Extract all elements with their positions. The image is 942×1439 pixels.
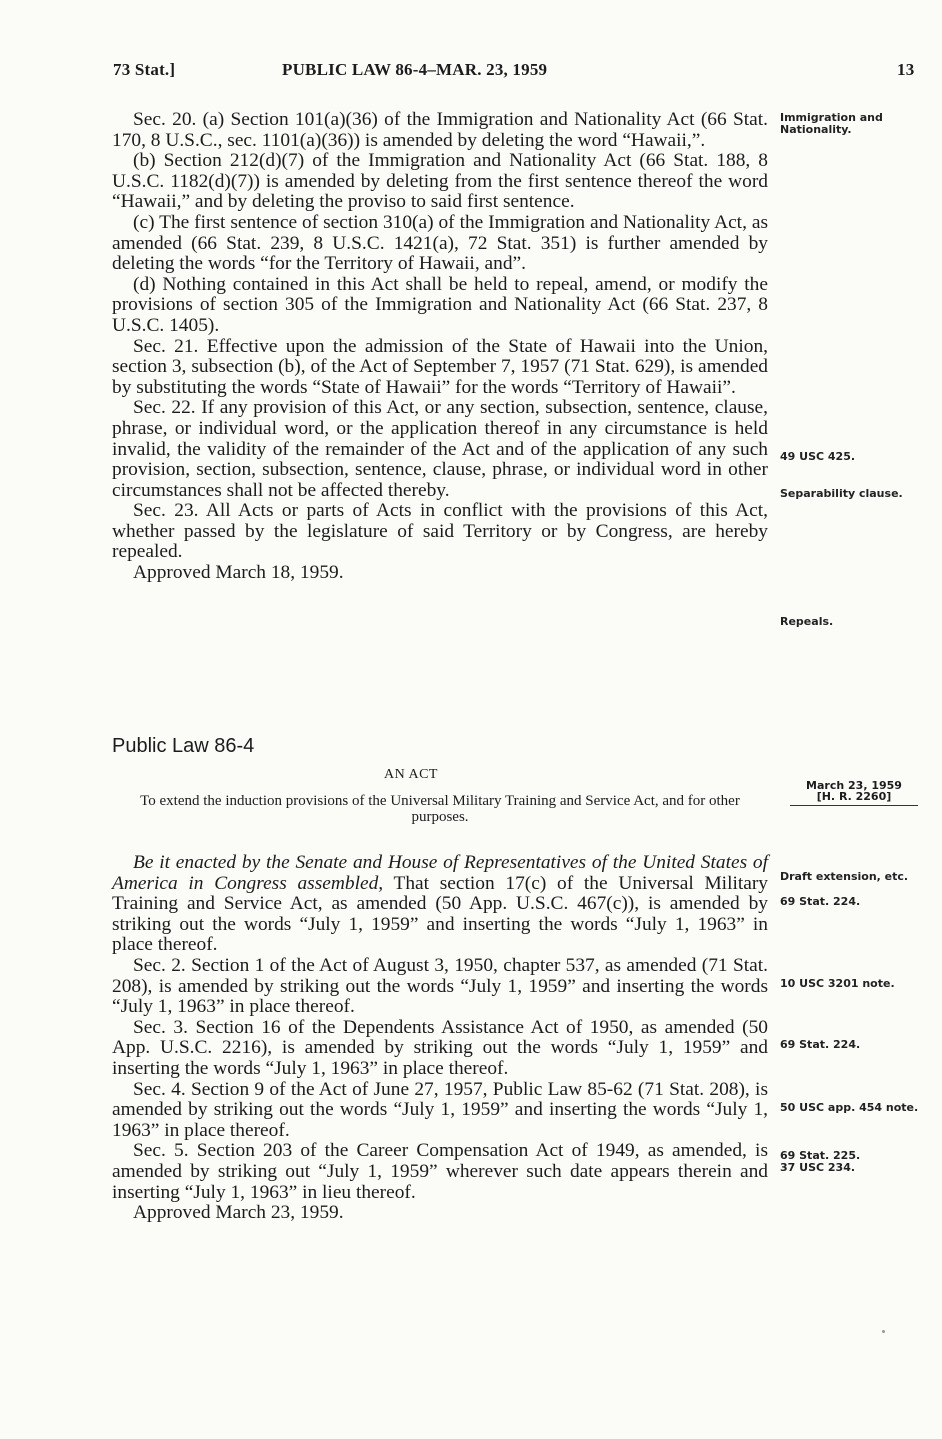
section-text: Section 9 of the Act of June 27, 1957, Public Law 85-62 (71 Stat. 208), is amended by striking out the words “July 1, 1959” and inserting the words “July 1, 1963” in place thereof. [112,1078,768,1141]
section-text: Section 1 of the Act of August 3, 1950, chapter 537, as amended (71 Stat. 208), is amended by striking out the words “July 1, 1959” and inserting the words “July 1, 1963” in place thereof. [112,954,768,1018]
section-head: Sec. 3. [133,1016,188,1038]
section-head: Sec. 21. [133,335,199,357]
page-speck [882,1330,885,1333]
section-20-b: (b) Section 212(d)(7) of the Immigration and Nationality Act (66 Stat. 188, 8 U.S.C. 1182(d)(7)) is amended by deleting from the first sentence thereof the word “Hawaii,” and by deleting the proviso to said first sentence. [112,150,768,213]
margin-note-69-stat-224: 69 Stat. 224. [780,895,861,908]
margin-note-repeals: Repeals. [780,615,834,628]
section-text: Section 16 of the Dependents Assistance Act of 1950, as amended (50 App. U.S.C. 2216), is amended by striking out the words “July 1, 1959” and inserting the words “July 1, 1963” in place thereof. [112,1016,768,1079]
enacting-clause [112,853,768,956]
approved-date-2: Approved March 23, 1959. [133,1202,344,1224]
sec-5 [112,1141,768,1203]
section-20-a [112,110,768,151]
date-note-rule [790,805,918,806]
section-23 [112,501,768,563]
section-21 [112,337,768,399]
margin-note-50-usc-454: 50 USC app. 454 note. [780,1101,919,1114]
section-text: Effective upon the admission of the State of Hawaii into the Union, section 3, subsection (b), of the Act of September 7, 1957 (71 Stat. 629), is amended by substituting the words “State of Hawaii” for the words “Territory of Hawaii”. [112,335,768,398]
sec-2 [112,956,768,1018]
section-text: Section 203 of the Career Compensation Act of 1949, as amended, is amended by striking out “July 1, 1959” wherever such date appears therein and inserting “July 1, 1963” in lieu thereof. [112,1140,768,1203]
enacting-formula: Be it enacted by the Senate and House of Representatives of the United States of America in Congress assembled, [112,852,768,894]
section-text: That section 17(c) of the Universal Military Training and Service Act, as amended (50 App. U.S.C. 467(c)), is amended by striking out the words “July 1, 1959” and inserting the words “July 1, 1963” in place thereof. [112,872,768,956]
section-20-c: (c) The first sentence of section 310(a) of the Immigration and Nationality Act, as amended (66 Stat. 239, 8 U.S.C. 1421(a), 72 Stat. 351) is further amended by deleting the words “for the Territory of Hawaii, and”. [112,211,768,275]
sec-3 [112,1018,768,1080]
public-law-title: Public Law 86-4 [112,735,255,757]
running-head-title: PUBLIC LAW 86-4–MAR. 23, 1959 [282,60,548,79]
margin-note-69-stat-225: 69 Stat. 225. [780,1149,861,1162]
section-20-d: (d) Nothing contained in this Act shall be held to repeal, amend, or modify the provisions of section 305 of the Immigration and Nationality Act (66 Stat. 237, 8 U.S.C. 1405). [112,273,768,336]
margin-note-49-usc-425: 49 USC 425. [780,450,856,463]
section-text: If any provision of this Act, or any section, subsection, sentence, clause, phrase, or individual word, or the application thereof in any circumstance is held invalid, the validity of the remainder of the Act and of the application of any such provision, section, subsection, sentence, clause, phrase, or individual word in other circumstances shall not be affected thereby. [112,397,768,501]
date-note-line-2: [H. R. 2260] [816,790,892,803]
section-head: Sec. 22. [133,397,196,419]
margin-note-69-stat-224-b: 69 Stat. 224. [780,1038,861,1051]
act-purpose: To extend the induction provisions of the Universal Military Training and Service Act, and for other purposes. [140,793,740,825]
margin-note-draft: Draft extension, etc. [780,870,909,883]
section-head: Sec. 4. [133,1078,186,1100]
an-act-heading: AN ACT [384,767,438,782]
margin-note-date [790,780,918,802]
section-22 [112,398,768,501]
section-head: Sec. 20. [133,109,197,130]
approved-date-1: Approved March 18, 1959. [133,562,344,584]
page-number: 13 [897,60,915,79]
margin-note-separability: Separability clause. [780,487,903,500]
section-text: All Acts or parts of Acts in conflict with the provisions of this Act, whether passed by the legislature of said Territory or by Congress, are hereby repealed. [112,500,769,563]
section-head: Sec. 2. [133,954,186,976]
sec-4 [112,1080,768,1142]
margin-note-37-usc-234: 37 USC 234. [780,1161,856,1174]
section-text: (a) Section 101(a)(36) of the Immigration and Nationality Act (66 Stat. 170, 8 U.S.C., sec. 1101(a)(36)) is amended by deleting the word “Hawaii,”. [112,109,768,151]
section-head: Sec. 5. [133,1140,189,1162]
date-note-line-1: March 23, 1959 [806,779,902,792]
running-head-stat: 73 Stat.] [113,60,176,79]
act-body [112,853,768,1224]
sections-20-23 [112,110,768,584]
section-head: Sec. 23. [133,500,199,522]
margin-note-immigration: Immigration and Nationality. [780,111,883,136]
margin-note-10-usc-3201: 10 USC 3201 note. [780,977,895,990]
